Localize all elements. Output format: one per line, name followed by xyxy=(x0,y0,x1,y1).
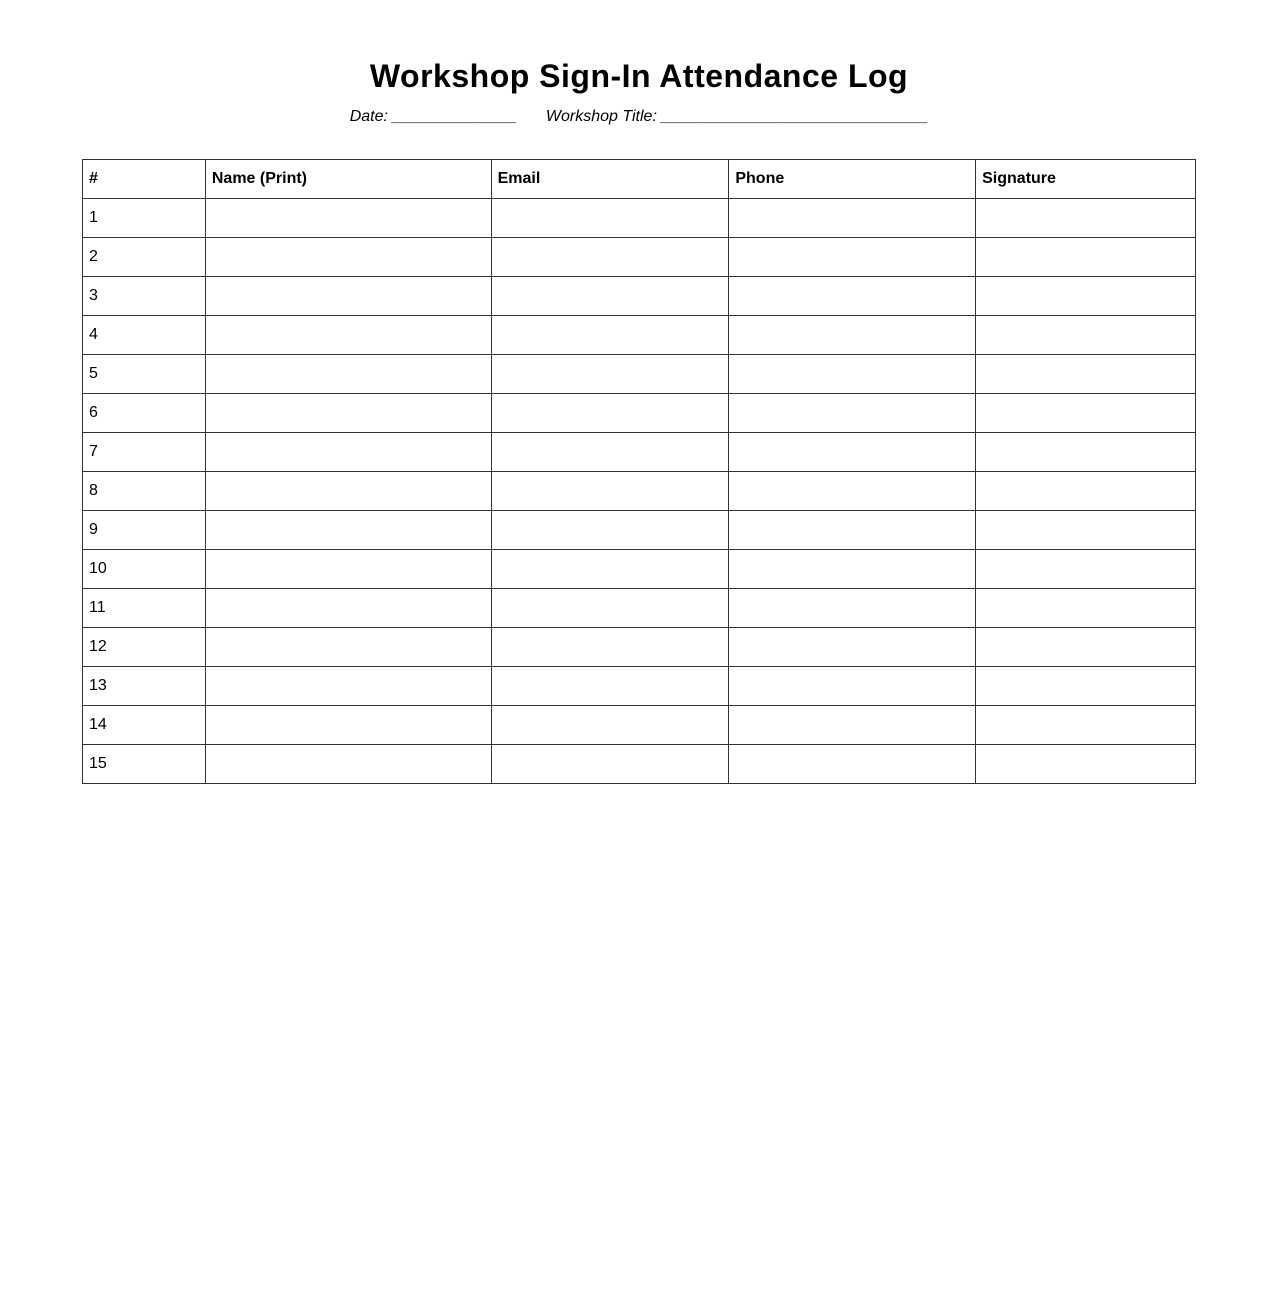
name-cell[interactable] xyxy=(205,706,491,745)
table-row xyxy=(83,472,1196,511)
table-row xyxy=(83,316,1196,355)
date-blank: ______________ xyxy=(392,108,517,125)
email-cell[interactable] xyxy=(491,589,729,628)
phone-cell[interactable] xyxy=(729,706,976,745)
name-cell[interactable] xyxy=(205,277,491,316)
name-cell[interactable] xyxy=(205,433,491,472)
table-row xyxy=(83,589,1196,628)
row-number: 1 xyxy=(83,199,206,238)
row-number: 2 xyxy=(83,238,206,277)
signature-cell[interactable] xyxy=(976,667,1196,706)
row-number: 4 xyxy=(83,316,206,355)
row-number: 6 xyxy=(83,394,206,433)
email-cell[interactable] xyxy=(491,277,729,316)
name-cell[interactable] xyxy=(205,355,491,394)
row-number: 13 xyxy=(83,667,206,706)
row-number: 5 xyxy=(83,355,206,394)
header-number: # xyxy=(83,160,206,199)
phone-cell[interactable] xyxy=(729,472,976,511)
email-cell[interactable] xyxy=(491,238,729,277)
name-cell[interactable] xyxy=(205,589,491,628)
header-signature: Signature xyxy=(976,160,1196,199)
name-cell[interactable] xyxy=(205,550,491,589)
name-cell[interactable] xyxy=(205,472,491,511)
email-cell[interactable] xyxy=(491,472,729,511)
table-row xyxy=(83,511,1196,550)
name-cell[interactable] xyxy=(205,511,491,550)
table-row xyxy=(83,667,1196,706)
email-cell[interactable] xyxy=(491,355,729,394)
row-number: 9 xyxy=(83,511,206,550)
phone-cell[interactable] xyxy=(729,550,976,589)
email-cell[interactable] xyxy=(491,316,729,355)
signature-cell[interactable] xyxy=(976,355,1196,394)
name-cell[interactable] xyxy=(205,394,491,433)
header-name: Name (Print) xyxy=(205,160,491,199)
name-cell[interactable] xyxy=(205,667,491,706)
table-row xyxy=(83,394,1196,433)
phone-cell[interactable] xyxy=(729,511,976,550)
email-cell[interactable] xyxy=(491,511,729,550)
phone-cell[interactable] xyxy=(729,316,976,355)
header-phone: Phone xyxy=(729,160,976,199)
row-number: 12 xyxy=(83,628,206,667)
email-cell[interactable] xyxy=(491,433,729,472)
phone-cell[interactable] xyxy=(729,667,976,706)
name-cell[interactable] xyxy=(205,745,491,784)
table-row xyxy=(83,238,1196,277)
signature-cell[interactable] xyxy=(976,433,1196,472)
table-row xyxy=(83,628,1196,667)
row-number: 7 xyxy=(83,433,206,472)
name-cell[interactable] xyxy=(205,199,491,238)
table-row xyxy=(83,706,1196,745)
table-row xyxy=(83,199,1196,238)
name-cell[interactable] xyxy=(205,628,491,667)
email-cell[interactable] xyxy=(491,394,729,433)
signature-cell[interactable] xyxy=(976,706,1196,745)
signature-cell[interactable] xyxy=(976,589,1196,628)
signature-cell[interactable] xyxy=(976,199,1196,238)
phone-cell[interactable] xyxy=(729,628,976,667)
row-number: 14 xyxy=(83,706,206,745)
row-number: 8 xyxy=(83,472,206,511)
row-number: 15 xyxy=(83,745,206,784)
phone-cell[interactable] xyxy=(729,199,976,238)
phone-cell[interactable] xyxy=(729,355,976,394)
table-row xyxy=(83,433,1196,472)
phone-cell[interactable] xyxy=(729,589,976,628)
table-row xyxy=(83,550,1196,589)
workshop-title-label: Workshop Title: xyxy=(545,108,657,125)
signature-cell[interactable] xyxy=(976,394,1196,433)
email-cell[interactable] xyxy=(491,628,729,667)
phone-cell[interactable] xyxy=(729,277,976,316)
signature-cell[interactable] xyxy=(976,277,1196,316)
date-label: Date: xyxy=(349,108,388,125)
signature-cell[interactable] xyxy=(976,550,1196,589)
table-row xyxy=(83,355,1196,394)
phone-cell[interactable] xyxy=(729,394,976,433)
signature-cell[interactable] xyxy=(976,628,1196,667)
email-cell[interactable] xyxy=(491,550,729,589)
signature-cell[interactable] xyxy=(976,511,1196,550)
attendance-table xyxy=(82,159,1196,784)
phone-cell[interactable] xyxy=(729,238,976,277)
page-title: Workshop Sign-In Attendance Log xyxy=(369,58,909,94)
phone-cell[interactable] xyxy=(729,745,976,784)
form-meta xyxy=(0,108,1278,126)
signature-cell[interactable] xyxy=(976,472,1196,511)
signature-cell[interactable] xyxy=(976,745,1196,784)
phone-cell[interactable] xyxy=(729,433,976,472)
row-number: 3 xyxy=(83,277,206,316)
workshop-title-blank: ______________________________ xyxy=(661,108,929,125)
signature-cell[interactable] xyxy=(976,238,1196,277)
row-number: 11 xyxy=(83,589,206,628)
row-number: 10 xyxy=(83,550,206,589)
email-cell[interactable] xyxy=(491,706,729,745)
header-row xyxy=(83,160,1196,199)
table-row xyxy=(83,745,1196,784)
email-cell[interactable] xyxy=(491,199,729,238)
signature-cell[interactable] xyxy=(976,316,1196,355)
name-cell[interactable] xyxy=(205,316,491,355)
header-email: Email xyxy=(491,160,729,199)
table-row xyxy=(83,277,1196,316)
email-cell[interactable] xyxy=(491,745,729,784)
email-cell[interactable] xyxy=(491,667,729,706)
name-cell[interactable] xyxy=(205,238,491,277)
